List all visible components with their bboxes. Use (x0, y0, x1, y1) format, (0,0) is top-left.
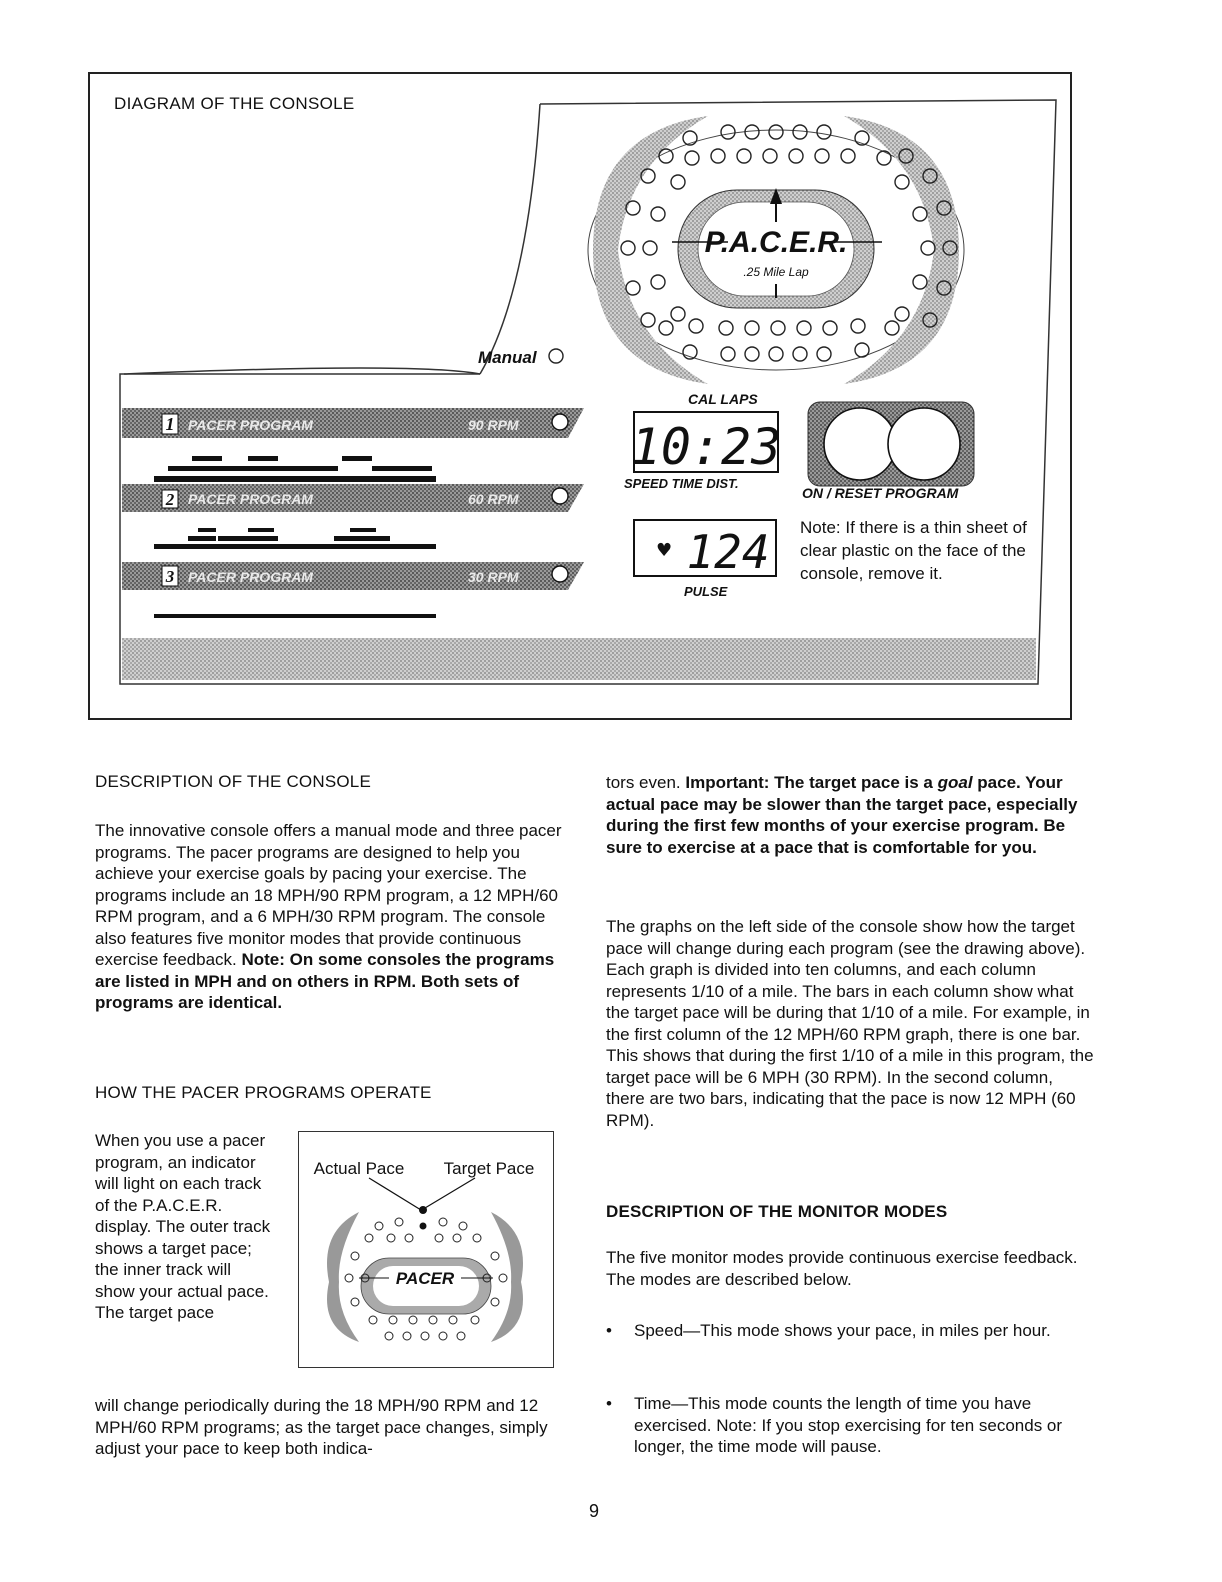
pacer-track-display (588, 116, 964, 384)
description-heading: DESCRIPTION OF THE CONSOLE (95, 772, 371, 791)
how-programs-text: When you use a pacer program, an indicator will light on each track of the P.A.C.E.R. display. The outer track shows a target pace; the inner track will show your actual pace. The target pace (95, 1131, 271, 1322)
how-programs-continuation: will change periodically during the 18 MPH/90 RPM and 12 MPH/60 RPM programs; as the target pace changes, simply adjust your pace to keep both indica- (95, 1396, 548, 1458)
bullet-dot-icon: • (606, 1321, 612, 1340)
bullet-time: • Time—This mode counts the length of time you have exercised. Note: If you stop exercising for ten seconds or longer, the time mode will pause. (606, 1394, 1063, 1456)
monitor-modes-paragraph: The five monitor modes provide continuous exercise feedback. The modes are described below. (606, 1248, 1078, 1289)
how-programs-heading: HOW THE PACER PROGRAMS OPERATE (95, 1083, 432, 1102)
on-reset-buttons (808, 402, 974, 486)
svg-text:30 RPM: 30 RPM (468, 569, 519, 585)
plastic-sheet-note: Note: If there is a thin sheet of clear plastic on the face of the console, remove it. (800, 518, 1027, 583)
time-display-value: 10:23 (630, 418, 782, 476)
inset-target-pace: Target Pace (443, 1159, 535, 1178)
pacer-logo: P.A.C.E.R. (704, 226, 848, 259)
console-bottom-strip (122, 638, 1036, 680)
bullet-dot-icon: • (606, 1394, 612, 1413)
svg-text:90 RPM: 90 RPM (468, 417, 519, 433)
graphs-paragraph: The graphs on the left side of the console show how the target pace will change during each program (see the drawing above). Each graph is divided into ten columns, and each column represents 1/10 of a mile. The bars in each column show what the target pace will be during that 1/10 of a mile. For example, in the first column of the 12 MPH/60 RPM graph, there is one bar. This shows that during the first 1/10 of a mile in this program, the target pace will be 6 MPH (30 RPM). In the second column, there are two bars, indicating that the pace is now 12 MPH (60 RPM). (606, 917, 1094, 1130)
program-2-banner[interactable] (122, 484, 584, 512)
on-reset-label: ON / RESET PROGRAM (802, 485, 959, 501)
description-text: The innovative console offers a manual mode and three pacer programs. The pacer programs are designed to help you achieve your exercise goals by pacing your exercise. The programs include an 18 MPH/90 RPM program, a 12 MPH/60 RPM program, and a 6 MPH/30 RPM program. The console also features five monitor modes that provide continuous exercise feedback. (95, 821, 562, 969)
heart-icon: ♥ (656, 540, 673, 561)
manual-label: Manual (478, 348, 537, 367)
program-3-graph (154, 614, 436, 618)
inset-actual-pace: Actual Pace (313, 1159, 405, 1178)
monitor-modes-heading: DESCRIPTION OF THE MONITOR MODES (606, 1202, 948, 1221)
description-note: Note: On some consoles the programs are listed in MPH and on others in RPM. Both sets of programs are identical. (95, 950, 555, 1012)
reset-program-button[interactable] (888, 408, 960, 480)
program-1-banner[interactable] (122, 408, 584, 438)
program-2-graph (154, 528, 436, 549)
pacer-inset-figure (298, 1131, 554, 1368)
svg-text:1: 1 (165, 414, 175, 434)
lap-label: .25 Mile Lap (743, 265, 809, 279)
svg-text:PACER PROGRAM: PACER PROGRAM (188, 569, 313, 585)
program-3-banner[interactable] (122, 562, 584, 590)
pulse-label: PULSE (684, 584, 728, 599)
program-1-graph (154, 456, 436, 482)
description-paragraph (95, 820, 565, 1014)
display-top-labels: CAL LAPS (688, 391, 758, 407)
manual-indicator-light[interactable] (549, 349, 563, 363)
pulse-value: 124 (686, 525, 770, 579)
goal-pace-paragraph: tors even. Important: The target pace is a goal pace. Your actual pace may be slower than the target pace, especially during the first few months of your exercise program. Be sure to exercise at a pace that is comfortable for you. (606, 773, 1078, 857)
console-diagram (88, 72, 1072, 720)
page-number: 9 (589, 1501, 600, 1521)
on-button[interactable] (824, 408, 896, 480)
inset-pacer-logo: PACER (395, 1269, 455, 1288)
svg-text:60 RPM: 60 RPM (468, 491, 519, 507)
bullet-speed: • Speed—This mode shows your pace, in miles per hour. (606, 1321, 1051, 1340)
svg-text:2: 2 (165, 490, 175, 509)
svg-text:PACER PROGRAM: PACER PROGRAM (188, 417, 313, 433)
display-bottom-labels: SPEED TIME DIST. (624, 476, 739, 491)
diagram-title: DIAGRAM OF THE CONSOLE (114, 94, 355, 113)
svg-text:PACER PROGRAM: PACER PROGRAM (188, 491, 313, 507)
svg-text:3: 3 (165, 567, 175, 586)
